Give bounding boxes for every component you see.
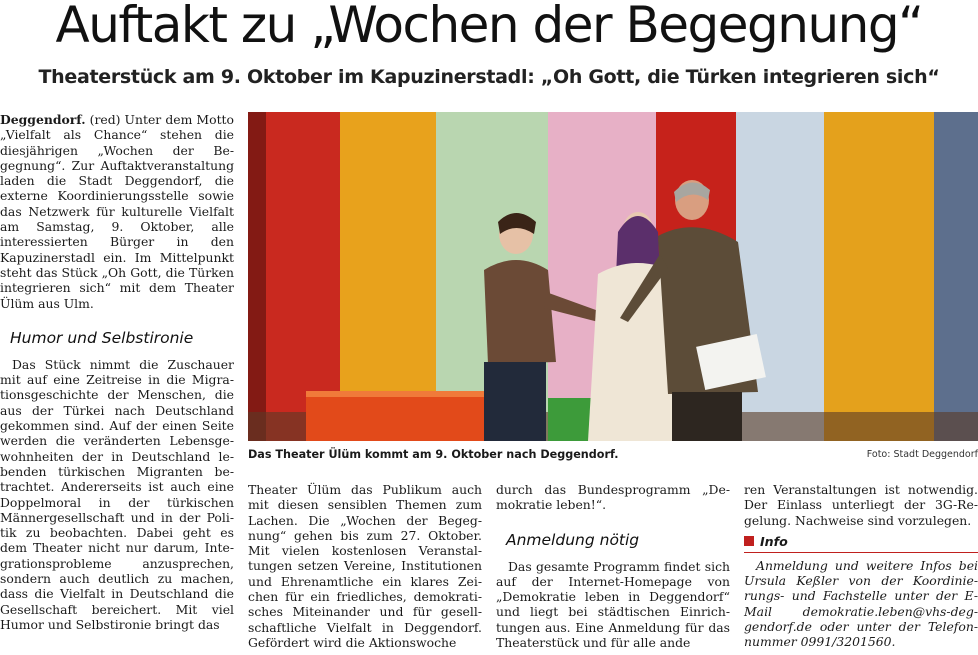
article-column-2 <box>248 482 482 650</box>
section-heading-anmeldung: Anmeldung nötig <box>506 530 640 549</box>
photo-credit: Foto: Stadt Deggendorf <box>866 449 978 460</box>
dateline: Deggendorf. <box>0 112 86 127</box>
section-heading-humor: Humor und Selbstironie <box>10 328 194 347</box>
info-label: Info <box>760 533 788 549</box>
info-square-icon <box>744 536 754 546</box>
photo-caption: Das Theater Ülüm kommt am 9. Oktober nach Deggendorf. <box>248 448 619 461</box>
section2-continued: ren Veranstaltungen ist notwendig. Der Einlass unterliegt der 3G-Regelung. Nachweise sind vorzulegen. <box>744 482 978 528</box>
info-text: Anmeldung und weitere Infos bei Ursula Keßler von der Koordinierungs- und Fachstelle unter der E-Mail demokratie.leben@vhs-deggendorf.de oder unter der Telefonnummer 0991/3201560. <box>744 557 978 650</box>
subheadline: Theaterstück am 9. Oktober im Kapuzinerstadl: „Oh Gott, die Türken integrieren sich“ <box>38 66 940 88</box>
article-column-1 <box>0 112 234 632</box>
intro-paragraph <box>0 112 234 311</box>
section1-end: durch das Bundesprogramm „Demokratie leben!“. <box>496 482 730 513</box>
article-photo <box>248 112 978 441</box>
section1-continued: Theater Ülüm das Publikum auch mit diesen sensiblen Themen zum Lachen. Die „Wochen der Begegnung“ gehen bis zum 27. Oktober. Mit vielen kostenlosen Veranstaltungen setzen Vereine, Institutionen und Ehrenamtliche ein klares Zeichen für ein friedliches, demokratisches Miteinander und für gesellschaftliche Vielfalt in Deggendorf. Gefördert wird die Aktionswoche <box>248 482 482 650</box>
intro-text: (red) Unter dem Motto „Vielfalt als Chance“ stehen die diesjährigen „Wochen der Begegnung“. Zur Auftaktveranstaltung laden die Stadt Deggendorf, die externe Koordinierungsstelle sowie das Netzwerk für kulturelle Vielfalt am Samstag, 9. Oktober, alle interessierten Bürger in den Kapuzinerstadl ein. Im Mittelpunkt steht das Stück „Oh Gott, die Türken integrieren sich“ mit dem Theater Ülüm aus Ulm. <box>0 112 234 311</box>
headline: Auftakt zu „Wochen der Begegnung“ <box>55 0 923 54</box>
photo-caption-bar <box>248 446 978 464</box>
theater-stage-illustration <box>248 112 978 441</box>
section1-paragraph: Das Stück nimmt die Zuschauer mit auf eine Zeitreise in die Migrationsgeschichte der Menschen, die aus der Türkei nach Deutschland gekommen sind. Auf der einen Seite werden die veränderten Lebensgewohnheiten der in Deutschland lebenden türkischen Migranten betrachtet. Andererseits ist auch eine Doppelmoral in der türkischen Männergesellschaft und in der Politik zu beobachten. Dabei geht es dem Theater nicht nur darum, Integrationsprobleme anzusprechen, sondern auch deutlich zu machen, dass die Vielfalt in Deutschland die Gesellschaft bereichert. Mit viel Humor und Selbstironie bringt das <box>0 356 234 632</box>
article-column-3 <box>496 482 730 650</box>
article-column-4 <box>744 482 978 650</box>
info-box-header <box>744 534 978 553</box>
section2-paragraph: Das gesamte Programm findet sich auf der Internet-Homepage von „Demokratie leben in Deggendorf“ und liegt bei städtischen Einrichtungen aus. Eine Anmeldung für das Theaterstück und für alle ande <box>496 558 730 651</box>
